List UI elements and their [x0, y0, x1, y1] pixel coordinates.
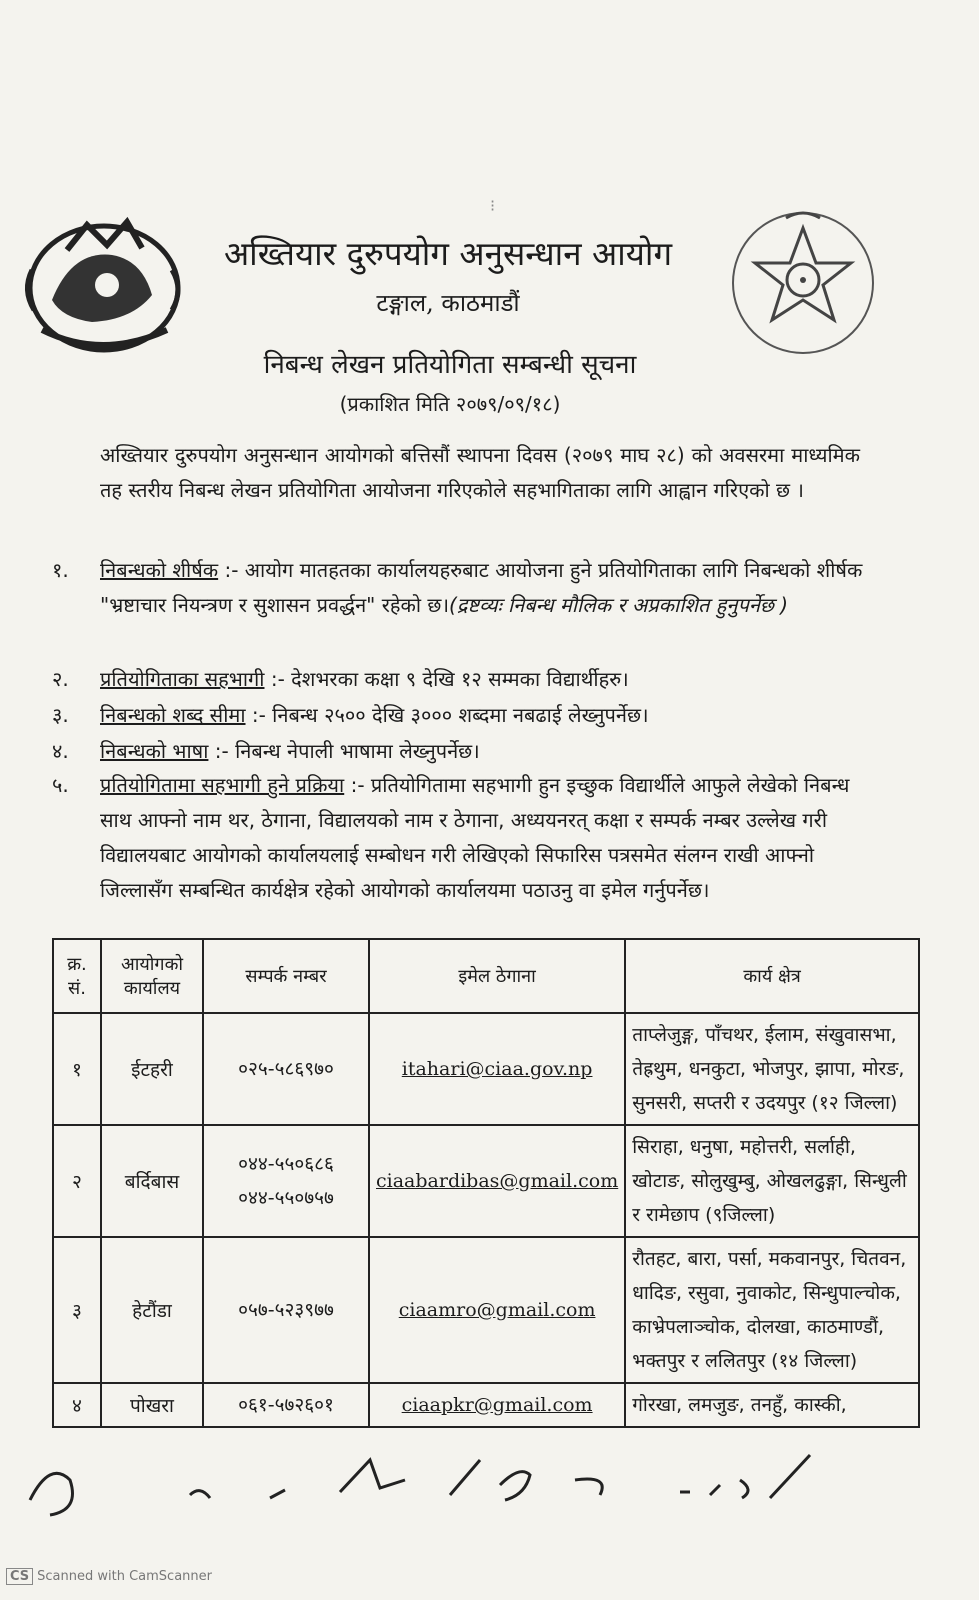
item-number: ३.: [52, 703, 69, 727]
list-item: [40, 698, 870, 733]
item-heading: निबन्धको शीर्षक: [100, 558, 219, 582]
cell-area: गोरखा, लमजुङ, तनहुँ, कास्की,: [625, 1383, 919, 1427]
intro-paragraph: अख्तियार दुरुपयोग अनुसन्धान आयोगको बत्तिसौं स्थापना दिवस (२०७९ माघ २८) को अवसरमा माध्यमिक तह स्तरीय निबन्ध लेखन प्रतियोगिता आयोजना गरिएकोले सहभागिताका लागि आह्वान गरिएको छ ।: [100, 443, 860, 502]
table-header-row: [53, 939, 919, 1013]
item-number: २.: [52, 667, 69, 691]
camscanner-logo: CS: [6, 1568, 33, 1585]
cell-area: ताप्लेजुङ्ग, पाँचथर, ईलाम, संखुवासभा, तेह्रथुम, धनकुटा, भोजपुर, झापा, मोरङ, सुनसरी, सप्तरी र उदयपुर (१२ जिल्ला): [625, 1013, 919, 1125]
column-header-office: आयोगको कार्यालय: [101, 939, 203, 1013]
table-row: [53, 1125, 919, 1237]
column-header-phone: सम्पर्क नम्बर: [203, 939, 369, 1013]
cell-sn: २: [53, 1125, 101, 1237]
publish-date: (प्रकाशित मिति २०७९/०९/१८): [339, 392, 561, 416]
cell-office: पोखरा: [101, 1383, 203, 1427]
list-item: [40, 553, 870, 623]
email-link[interactable]: ciaamro@gmail.com: [398, 1299, 596, 1321]
cell-phone: [203, 1383, 369, 1427]
cell-sn: ४: [53, 1383, 101, 1427]
phone-number: ०४४-५५०६८६: [238, 1153, 334, 1175]
email-link[interactable]: ciaabardibas@gmail.com: [376, 1170, 619, 1192]
offices-table: [52, 938, 920, 1428]
ciaa-seal-icon: [726, 208, 881, 358]
list-item: [40, 768, 870, 908]
phone-number: ०५७-५२३९७७: [238, 1299, 334, 1321]
email-link[interactable]: itahari@ciaa.gov.np: [401, 1058, 593, 1080]
column-header-area: कार्य क्षेत्र: [625, 939, 919, 1013]
cell-sn: १: [53, 1013, 101, 1125]
phone-number: ०२५-५८६९७०: [238, 1058, 334, 1080]
item-note: (द्रष्टव्यः निबन्ध मौलिक र अप्रकाशित हुनुपर्नेछ ): [449, 593, 789, 617]
cell-email: [369, 1383, 625, 1427]
item-text: :- आयोग मातहतका कार्यालयहरुबाट आयोजना हुने प्रतियोगिताका लागि निबन्धको शीर्षक "भ्रष्टाचार नियन्त्रण र सुशासन प्रवर्द्धन" रहेको छ।: [100, 558, 863, 617]
camscanner-watermark: [6, 1568, 212, 1585]
camscanner-text: Scanned with CamScanner: [37, 1569, 212, 1584]
cell-phone: [203, 1237, 369, 1383]
cell-office: बर्दिबास: [101, 1125, 203, 1237]
signature-scribble: [10, 1440, 850, 1540]
scan-speck: ⁝: [490, 196, 496, 215]
item-number: ५.: [52, 773, 69, 797]
item-number: १.: [52, 558, 69, 582]
email-link[interactable]: ciaapkr@gmail.com: [401, 1394, 593, 1416]
column-header-email: इमेल ठेगाना: [369, 939, 625, 1013]
cell-phone: [203, 1013, 369, 1125]
item-text: :- निबन्ध नेपाली भाषामा लेख्नुपर्नेछ।: [208, 739, 480, 763]
cell-email: [369, 1125, 625, 1237]
item-number: ४.: [52, 739, 69, 763]
item-heading: निबन्धको शब्द सीमा: [100, 703, 246, 727]
cell-area: सिराहा, धनुषा, महोत्तरी, सर्लाही, खोटाङ, सोलुखुम्बु, ओखलढुङ्गा, सिन्धुली र रामेछाप (९जिल्ला): [625, 1125, 919, 1237]
table-row: [53, 1013, 919, 1125]
item-text: :- प्रतियोगितामा सहभागी हुन इच्छुक विद्यार्थीले आफुले लेखेको निबन्ध साथ आफ्नो नाम थर, ठेगाना, विद्यालयको नाम र ठेगाना, अध्ययनरत् कक्षा र सम्पर्क नम्बर उल्लेख गरी विद्यालयबाट आयोगको कार्यालयलाई सम्बोधन गरी लेखिएको सिफारिस पत्रसमेत संलग्न राखी आफ्नो जिल्लासँग सम्बन्धित कार्यक्षेत्र रहेको आयोगको कार्यालयमा पठाउनु वा इमेल गर्नुपर्नेछ।: [100, 773, 850, 902]
item-heading: प्रतियोगितामा सहभागी हुने प्रक्रिया: [100, 773, 345, 797]
phone-number: ०४४-५५०७५७: [238, 1187, 334, 1209]
item-text: :- देशभरका कक्षा ९ देखि १२ सम्मका विद्यार्थीहरु।: [264, 667, 629, 691]
cell-sn: ३: [53, 1237, 101, 1383]
column-header-sn: क्र. सं.: [53, 939, 101, 1013]
cell-email: [369, 1237, 625, 1383]
cell-office: ईटहरी: [101, 1013, 203, 1125]
list-item: [40, 734, 870, 769]
cell-email: [369, 1013, 625, 1125]
item-text: :- निबन्ध २५०० देखि ३००० शब्दमा नबढाई लेख्नुपर्नेछ।: [245, 703, 649, 727]
table-row: [53, 1383, 919, 1427]
table-row: [53, 1237, 919, 1383]
notice-title: निबन्ध लेखन प्रतियोगिता सम्बन्धी सूचना: [263, 350, 637, 380]
cell-phone: [203, 1125, 369, 1237]
nepal-emblem-icon: [12, 210, 190, 365]
phone-number: ०६१-५७२६०१: [238, 1394, 334, 1416]
list-item: [40, 662, 870, 697]
organization-location: टङ्गाल, काठमाडौं: [376, 289, 520, 317]
item-heading: निबन्धको भाषा: [100, 739, 209, 763]
cell-office: हेटौंडा: [101, 1237, 203, 1383]
organization-name: अख्तियार दुरुपयोग अनुसन्धान आयोग: [223, 234, 673, 273]
cell-area: रौतहट, बारा, पर्सा, मकवानपुर, चितवन, धादिङ, रसुवा, नुवाकोट, सिन्धुपाल्चोक, काभ्रेपलाञ्चोक, दोलखा, काठमाण्डौं, भक्तपुर र ललितपुर (१४ जिल्ला): [625, 1237, 919, 1383]
item-heading: प्रतियोगिताका सहभागी: [100, 667, 265, 691]
